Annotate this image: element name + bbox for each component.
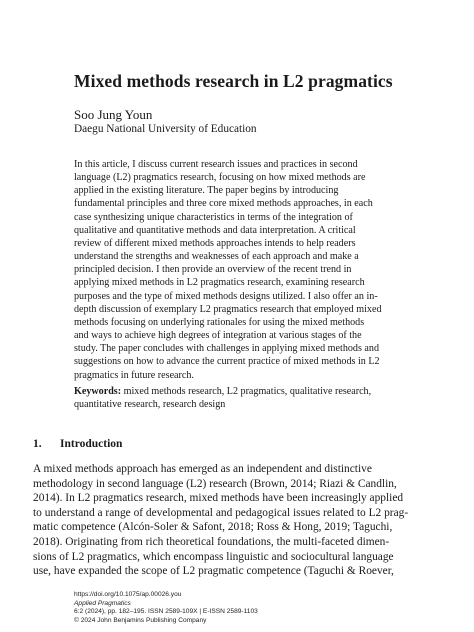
abstract-line: principled decision. I then provide an overview of the recent trend in — [74, 264, 352, 276]
journal-name: Applied Pragmatics — [74, 599, 131, 607]
body-line: methodology in second language (L2) research (Brown, 2014; Riazi & Candlin, — [33, 477, 397, 490]
keywords — [74, 385, 422, 411]
body-line: matic competence (Alcón-Soler & Safont, 2018; Ross & Hong, 2019; Taguchi, — [33, 521, 393, 534]
abstract-line: fundamental principles and three core mixed methods approaches, in each — [74, 198, 373, 210]
abstract-line: suggestions on how to advance the current practice of mixed methods in L2 — [74, 356, 380, 368]
copyright: © 2024 John Benjamins Publishing Company — [74, 616, 207, 624]
footer — [74, 591, 454, 625]
abstract — [74, 158, 422, 382]
paper-title: Mixed methods research in L2 pragmatics — [74, 71, 393, 91]
keywords-label: Keywords: — [74, 386, 122, 397]
abstract-line: purposes and the type of mixed methods designs utilized. I also offer an in- — [74, 290, 378, 302]
abstract-line: depth discussion of exemplary L2 pragmatics research that employed mixed — [74, 303, 382, 315]
body-line: sions of L2 pragmatics, which encompass linguistic and sociocultural language — [33, 550, 394, 563]
doi-link[interactable]: https://doi.org/10.1075/ap.00026.you — [74, 591, 182, 598]
abstract-line: language (L2) pragmatics research, focusing on how mixed methods are — [74, 172, 366, 184]
abstract-line: applying mixed methods in L2 pragmatics research, examining research — [74, 277, 365, 289]
author-affiliation: Daegu National University of Education — [74, 123, 257, 135]
section-heading — [33, 437, 453, 451]
keywords-list-continued: quantitative research, research design — [74, 399, 226, 411]
body-line: 2018). Originating from rich theoretical foundations, the multi-faceted dimen- — [33, 535, 390, 548]
abstract-line: case synthesizing unique characteristics in terms of the integration of — [74, 211, 353, 223]
body-line: use, have expanded the scope of L2 pragmatic competence (Taguchi & Roever, — [33, 565, 394, 578]
abstract-line: methods focusing on underlying rationales for using the mixed methods — [74, 316, 365, 328]
abstract-line: applied in the existing literature. The paper begins by introducing — [74, 185, 339, 197]
keywords-list: mixed methods research, L2 pragmatics, qualitative research, — [123, 386, 372, 397]
body-line: to understand a range of developmental and pedagogical issues related to L2 prag- — [33, 506, 409, 519]
abstract-line: and ways to achieve high degrees of integration at various stages of the — [74, 330, 362, 342]
abstract-line: qualitative and quantitative methods and data interpretation. A critical — [74, 224, 356, 236]
abstract-line: In this article, I discuss current research issues and practices in second — [74, 159, 358, 170]
body-line: 2014). In L2 pragmatics research, mixed methods have been increasingly applied — [33, 492, 404, 505]
citation-line — [74, 600, 454, 617]
section-title: Introduction — [60, 438, 123, 450]
body-paragraph — [33, 462, 442, 579]
keywords-line — [74, 385, 422, 398]
section-number: 1. — [33, 438, 42, 450]
citation-details: 6:2 (2024), pp. 182–195. ISSN 2589-109X | E-ISSN 2589-1103 — [74, 608, 258, 616]
abstract-line: study. The paper concludes with challenges in applying mixed methods and — [74, 343, 379, 355]
body-line: A mixed methods approach has emerged as an independent and distinctive — [33, 463, 372, 475]
abstract-line: pragmatics in future research. — [74, 369, 194, 381]
abstract-line: understand the strengths and weaknesses of each approach and make a — [74, 251, 359, 263]
abstract-line: review of different mixed methods approaches intends to help readers — [74, 237, 356, 249]
author-name: Soo Jung Youn — [74, 107, 153, 122]
